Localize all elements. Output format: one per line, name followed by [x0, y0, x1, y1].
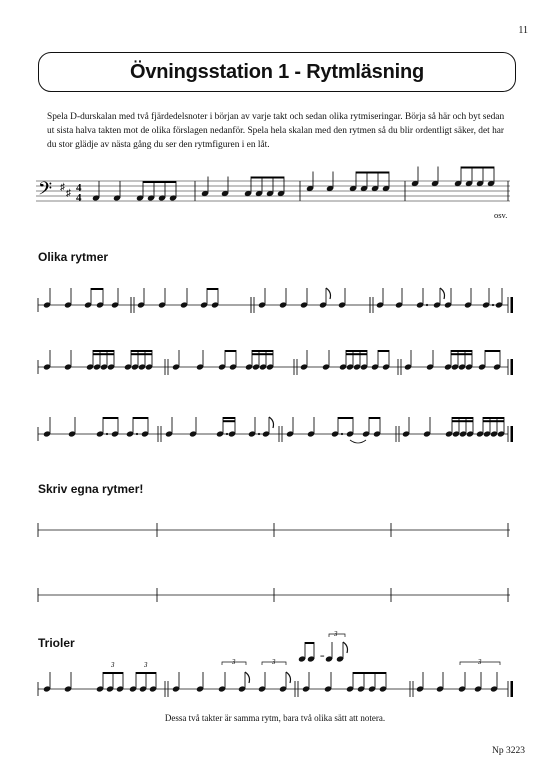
- beam: [485, 350, 500, 352]
- heading-trioler: Trioler: [38, 636, 75, 650]
- dot: [426, 304, 428, 306]
- beam: [378, 350, 389, 352]
- time-sig-top: 4: [76, 182, 82, 194]
- intro-text: Spela D-durskalan med två fjärdedelsnoter i början av varje takt och sedan olika rytmiseringar. Börja så här och byt sedan ut sista halva takten mot de olika förslagen nedanför. Spela hela skalan med den rytmen så du blir ordentligt säker, det har du stor glädje av nästa gång du ser den rytmfiguren i en låt.: [47, 112, 505, 150]
- blank-line-2: [0, 585, 550, 605]
- triplet-number: 3: [334, 630, 338, 638]
- beam: [346, 353, 367, 355]
- beam: [136, 672, 156, 674]
- beam: [338, 417, 353, 419]
- final-barline: [511, 681, 514, 697]
- beam: [356, 172, 389, 174]
- beam: [103, 672, 123, 674]
- beam: [223, 420, 235, 422]
- page-number: 11: [518, 25, 528, 36]
- beam: [461, 167, 494, 169]
- beam: [483, 420, 504, 422]
- beam: [103, 417, 118, 419]
- sharp-icon: ♯: [66, 188, 71, 199]
- beam: [452, 417, 473, 419]
- beam: [251, 177, 284, 179]
- rhythm-row-2: [0, 345, 550, 385]
- triplet-number: 3: [144, 661, 148, 669]
- beam: [223, 417, 235, 419]
- bass-clef-icon: 𝄢: [38, 178, 53, 203]
- beam: [353, 672, 386, 674]
- flag: [269, 417, 274, 428]
- beam: [143, 181, 176, 183]
- scale-staff: [0, 168, 550, 218]
- flag: [343, 642, 348, 653]
- page-title: Övningsstation 1 - Rytmläsning: [129, 60, 425, 83]
- dot: [106, 433, 108, 435]
- dot: [258, 433, 260, 435]
- rhythm-row-1: [0, 285, 550, 325]
- triplet-row: [0, 630, 550, 706]
- triplet-number: 3: [272, 658, 276, 666]
- beam: [451, 350, 472, 352]
- beam: [346, 350, 367, 352]
- dot: [136, 433, 138, 435]
- sharp-icon: ♯: [60, 182, 65, 193]
- time-sig-bottom: 4: [76, 192, 82, 204]
- flag: [286, 672, 291, 683]
- beam: [483, 417, 504, 419]
- osv-label: osv.: [494, 210, 508, 220]
- blank-line-1: [0, 520, 550, 540]
- beam: [252, 353, 273, 355]
- beam: [131, 353, 152, 355]
- beam: [207, 288, 218, 290]
- beam: [133, 417, 148, 419]
- final-barline: [511, 426, 514, 442]
- triplet-number: 3: [111, 661, 115, 669]
- beam: [131, 350, 152, 352]
- flag: [326, 288, 331, 299]
- flag: [245, 672, 250, 683]
- beam: [93, 353, 114, 355]
- footer-code: Np 3223: [492, 746, 525, 756]
- triplet-number: 3: [232, 658, 236, 666]
- rhythm-row-3: [0, 412, 550, 452]
- flag: [440, 288, 445, 299]
- heading-skriv-egna: Skriv egna rytmer!: [38, 482, 144, 496]
- beam: [451, 353, 472, 355]
- caption: Dessa två takter är samma rytm, bara två olika sätt att notera.: [164, 713, 386, 723]
- beam: [452, 420, 473, 422]
- dot: [226, 433, 228, 435]
- final-barline: [511, 359, 514, 375]
- beam: [93, 350, 114, 352]
- equals-sign: =: [320, 652, 325, 661]
- title-box: [38, 52, 516, 92]
- beam: [91, 288, 103, 290]
- beam: [225, 350, 236, 352]
- tie: [350, 440, 366, 443]
- beam: [305, 642, 314, 644]
- heading-olika-rytmer: Olika rytmer: [38, 250, 109, 264]
- dot: [341, 433, 343, 435]
- dot: [492, 304, 494, 306]
- beam: [252, 350, 273, 352]
- beam: [369, 417, 380, 419]
- final-barline: [511, 297, 514, 313]
- triplet-number: 3: [478, 658, 482, 666]
